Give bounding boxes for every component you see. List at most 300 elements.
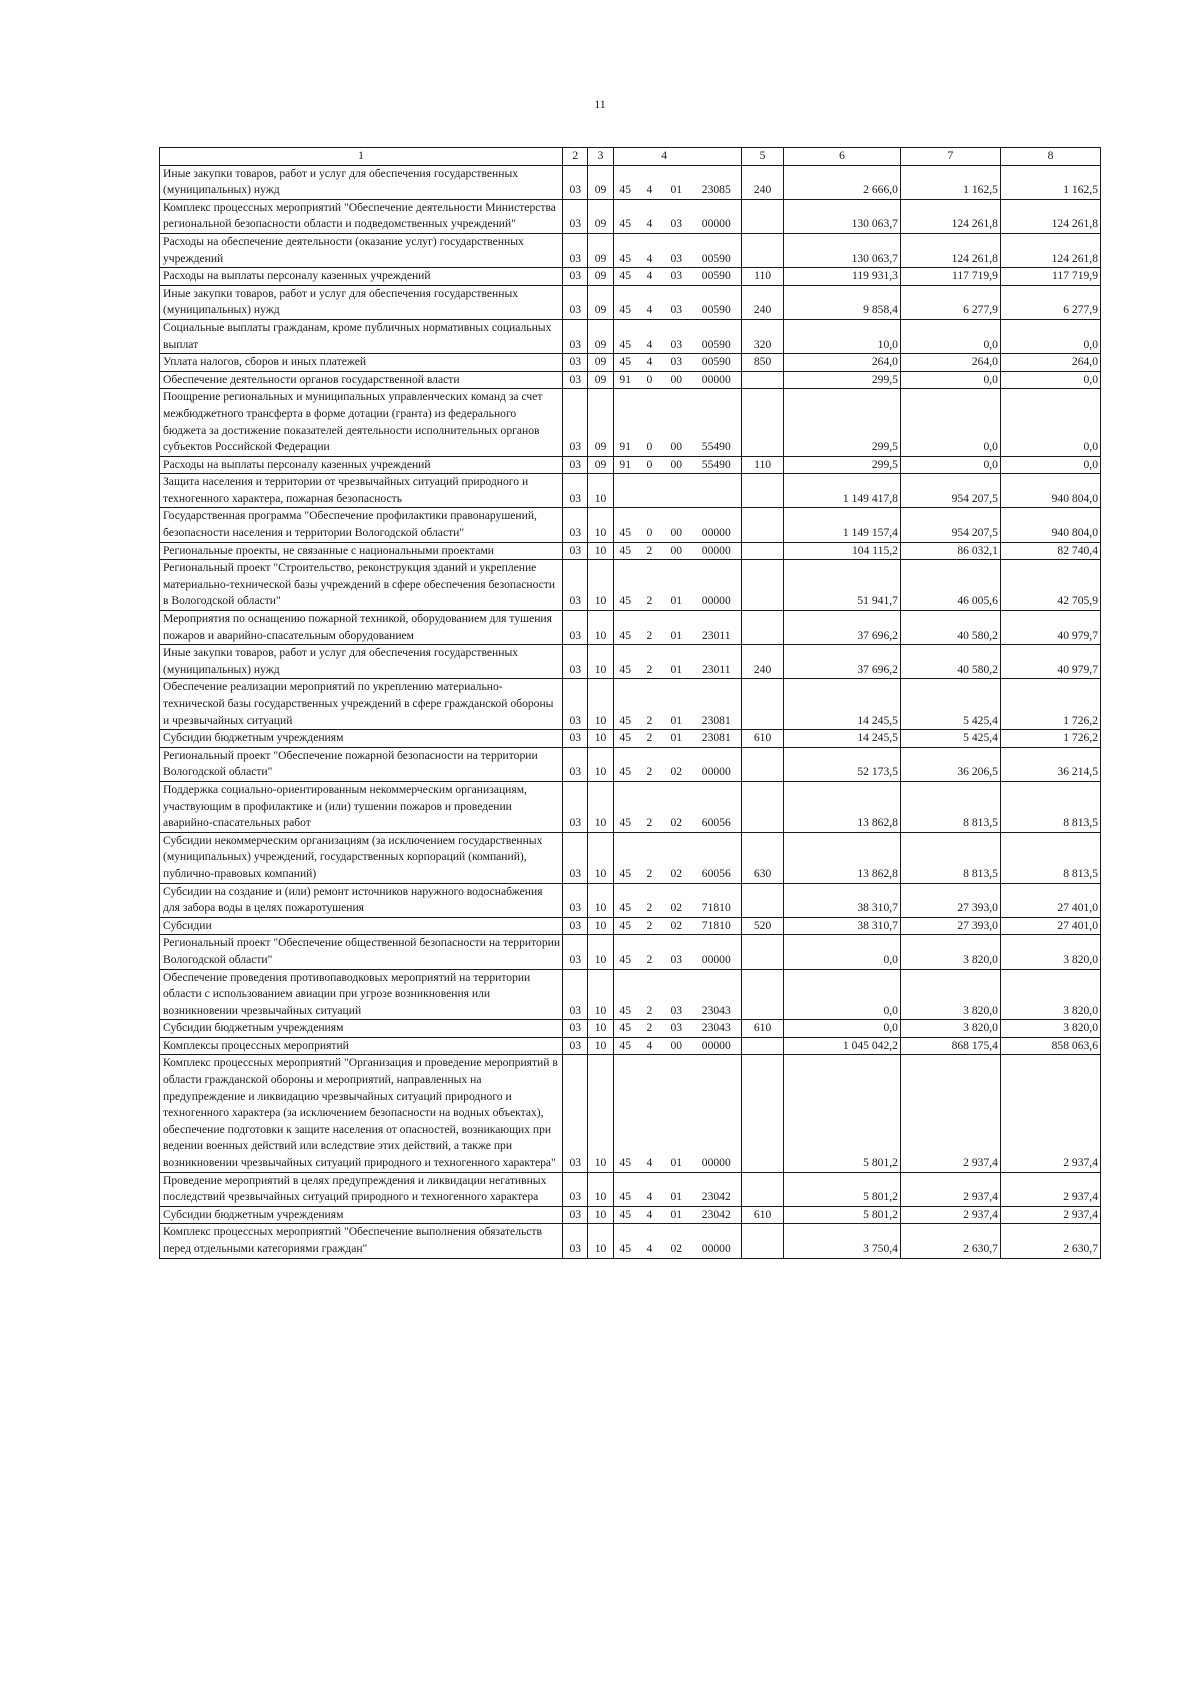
code-subsection: 10 <box>588 611 613 645</box>
code-program-type: 2 <box>637 645 661 679</box>
code-subsection: 09 <box>588 389 613 456</box>
code-expense-type: 520 <box>742 917 784 935</box>
amount-col-6: 13 862,8 <box>784 832 901 883</box>
amount-col-7: 40 580,2 <box>900 645 1000 679</box>
row-name: Региональные проекты, не связанные с национальными проектами <box>160 542 563 560</box>
amount-col-8: 3 820,0 <box>1000 969 1100 1020</box>
code-expense-type: 610 <box>742 1206 784 1224</box>
table-row <box>160 319 1101 353</box>
code-structural-element <box>662 474 691 508</box>
code-program-type: 0 <box>637 389 661 456</box>
code-direction: 23043 <box>691 969 742 1020</box>
amount-col-6: 14 245,5 <box>784 730 901 748</box>
amount-col-7: 27 393,0 <box>900 917 1000 935</box>
table-row <box>160 560 1101 611</box>
table-row <box>160 747 1101 781</box>
header-col-4a <box>613 148 637 166</box>
budget-table <box>159 147 1101 1259</box>
table-row <box>160 233 1101 267</box>
amount-col-8: 0,0 <box>1000 319 1100 353</box>
code-direction: 71810 <box>691 883 742 917</box>
amount-col-8: 124 261,8 <box>1000 199 1100 233</box>
code-expense-type: 850 <box>742 354 784 372</box>
code-program: 45 <box>613 285 637 319</box>
code-program-type: 4 <box>637 1037 661 1055</box>
code-subsection: 10 <box>588 542 613 560</box>
amount-col-8: 940 804,0 <box>1000 474 1100 508</box>
code-subsection: 10 <box>588 1206 613 1224</box>
code-program-type: 2 <box>637 679 661 730</box>
amount-col-7: 954 207,5 <box>900 508 1000 542</box>
amount-col-6: 13 862,8 <box>784 781 901 832</box>
code-direction: 00590 <box>691 319 742 353</box>
row-name: Иные закупки товаров, работ и услуг для обеспечения государственных (муниципальных) нужд <box>160 285 563 319</box>
amount-col-8: 1 726,2 <box>1000 679 1100 730</box>
amount-col-7: 0,0 <box>900 319 1000 353</box>
code-direction: 23011 <box>691 611 742 645</box>
amount-col-8: 40 979,7 <box>1000 611 1100 645</box>
code-program-type: 2 <box>637 832 661 883</box>
row-name: Иные закупки товаров, работ и услуг для обеспечения государственных (муниципальных) нужд <box>160 165 563 199</box>
code-subsection: 10 <box>588 645 613 679</box>
amount-col-7: 2 937,4 <box>900 1172 1000 1206</box>
amount-col-7: 0,0 <box>900 389 1000 456</box>
amount-col-8: 82 740,4 <box>1000 542 1100 560</box>
code-section: 03 <box>563 969 588 1020</box>
code-program-type: 2 <box>637 611 661 645</box>
code-section: 03 <box>563 268 588 286</box>
code-program: 45 <box>613 165 637 199</box>
amount-col-8: 2 937,4 <box>1000 1172 1100 1206</box>
code-expense-type <box>742 747 784 781</box>
code-subsection: 09 <box>588 319 613 353</box>
amount-col-7: 2 630,7 <box>900 1224 1000 1258</box>
code-section: 03 <box>563 1037 588 1055</box>
code-program: 45 <box>613 542 637 560</box>
amount-col-7: 868 175,4 <box>900 1037 1000 1055</box>
row-name: Поддержка социально-ориентированным некоммерческим организациям, участвующим в профилактике и (или) тушении пожаров и проведении аварийно-спасательных работ <box>160 781 563 832</box>
header-col-1: 1 <box>160 148 563 166</box>
amount-col-8: 117 719,9 <box>1000 268 1100 286</box>
code-structural-element: 01 <box>662 165 691 199</box>
row-name: Субсидии бюджетным учреждениям <box>160 1020 563 1038</box>
code-expense-type: 610 <box>742 1020 784 1038</box>
code-program: 91 <box>613 389 637 456</box>
code-direction: 00000 <box>691 1037 742 1055</box>
amount-col-7: 3 820,0 <box>900 969 1000 1020</box>
code-direction: 23081 <box>691 730 742 748</box>
code-direction: 55490 <box>691 456 742 474</box>
amount-col-6: 1 149 417,8 <box>784 474 901 508</box>
amount-col-8: 0,0 <box>1000 456 1100 474</box>
code-program-type: 4 <box>637 1172 661 1206</box>
code-section: 03 <box>563 542 588 560</box>
row-name: Уплата налогов, сборов и иных платежей <box>160 354 563 372</box>
code-section: 03 <box>563 935 588 969</box>
amount-col-8: 858 063,6 <box>1000 1037 1100 1055</box>
code-subsection: 10 <box>588 917 613 935</box>
page-number: 11 <box>594 97 606 111</box>
code-expense-type <box>742 508 784 542</box>
code-structural-element: 01 <box>662 1055 691 1172</box>
code-section: 03 <box>563 679 588 730</box>
code-structural-element: 02 <box>662 1224 691 1258</box>
code-program-type: 4 <box>637 1055 661 1172</box>
code-subsection: 10 <box>588 781 613 832</box>
code-direction: 60056 <box>691 781 742 832</box>
code-program: 45 <box>613 832 637 883</box>
amount-col-7: 27 393,0 <box>900 883 1000 917</box>
amount-col-6: 10,0 <box>784 319 901 353</box>
table-row <box>160 883 1101 917</box>
amount-col-7: 2 937,4 <box>900 1055 1000 1172</box>
row-name: Комплекс процессных мероприятий "Организация и проведение мероприятий в области гражданской обороны и мероприятий, направленных на предупреждение и ликвидацию чрезвычайных ситуаций природного и техногенного характера (за исключением безопасности на водных объектах), обеспечение подготовки к защите населения от опасностей, возникающих при ведении военных действий или вследствие этих действий, а также при возникновении чрезвычайных ситуаций природного и техногенного характера" <box>160 1055 563 1172</box>
code-direction: 00590 <box>691 233 742 267</box>
amount-col-7: 46 005,6 <box>900 560 1000 611</box>
code-expense-type <box>742 1224 784 1258</box>
code-expense-type: 610 <box>742 730 784 748</box>
row-name: Субсидии <box>160 917 563 935</box>
row-name: Поощрение региональных и муниципальных управленческих команд за счет межбюджетного трансферта в форме дотации (гранта) из федерального бюджета за достижение показателей деятельности исполнительных органов субъектов Российской Федерации <box>160 389 563 456</box>
code-program: 45 <box>613 935 637 969</box>
table-row <box>160 542 1101 560</box>
code-section: 03 <box>563 354 588 372</box>
code-section: 03 <box>563 917 588 935</box>
code-direction: 00590 <box>691 285 742 319</box>
header-col-8: 8 <box>1000 148 1100 166</box>
code-expense-type: 110 <box>742 456 784 474</box>
code-expense-type <box>742 199 784 233</box>
code-subsection: 10 <box>588 935 613 969</box>
amount-col-8: 3 820,0 <box>1000 1020 1100 1038</box>
code-structural-element: 01 <box>662 730 691 748</box>
amount-col-8: 264,0 <box>1000 354 1100 372</box>
amount-col-6: 2 666,0 <box>784 165 901 199</box>
code-program: 91 <box>613 371 637 389</box>
amount-col-6: 14 245,5 <box>784 679 901 730</box>
header-col-5: 5 <box>742 148 784 166</box>
code-section: 03 <box>563 1020 588 1038</box>
code-structural-element: 01 <box>662 611 691 645</box>
table-row <box>160 199 1101 233</box>
code-program-type: 2 <box>637 560 661 611</box>
code-expense-type: 240 <box>742 645 784 679</box>
code-program-type: 4 <box>637 354 661 372</box>
amount-col-6: 51 941,7 <box>784 560 901 611</box>
code-structural-element: 03 <box>662 199 691 233</box>
amount-col-6: 5 801,2 <box>784 1172 901 1206</box>
code-subsection: 10 <box>588 1037 613 1055</box>
row-name: Региональный проект "Строительство, реконструкция зданий и укрепление материально-технической базы учреждений в сфере обеспечения безопасности в Вологодской области" <box>160 560 563 611</box>
amount-col-8: 124 261,8 <box>1000 233 1100 267</box>
table-row <box>160 1206 1101 1224</box>
code-subsection: 09 <box>588 268 613 286</box>
code-structural-element: 01 <box>662 560 691 611</box>
code-program: 45 <box>613 199 637 233</box>
row-name: Обеспечение реализации мероприятий по укреплению материально-технической базы государственных учреждений в сфере гражданской обороны и чрезвычайных ситуаций <box>160 679 563 730</box>
code-section: 03 <box>563 730 588 748</box>
code-subsection: 09 <box>588 285 613 319</box>
code-expense-type <box>742 679 784 730</box>
header-col-7: 7 <box>900 148 1000 166</box>
amount-col-7: 954 207,5 <box>900 474 1000 508</box>
code-expense-type <box>742 969 784 1020</box>
code-program-type: 0 <box>637 456 661 474</box>
code-section: 03 <box>563 883 588 917</box>
code-program <box>613 474 637 508</box>
code-program-type: 0 <box>637 371 661 389</box>
code-program: 45 <box>613 679 637 730</box>
code-program: 45 <box>613 319 637 353</box>
code-section: 03 <box>563 560 588 611</box>
code-structural-element: 03 <box>662 969 691 1020</box>
row-name: Государственная программа "Обеспечение профилактики правонарушений, безопасности населения и территории Вологодской области" <box>160 508 563 542</box>
code-structural-element: 01 <box>662 1172 691 1206</box>
code-expense-type <box>742 371 784 389</box>
code-structural-element: 02 <box>662 747 691 781</box>
amount-col-8: 940 804,0 <box>1000 508 1100 542</box>
row-name: Субсидии на создание и (или) ремонт источников наружного водоснабжения для забора воды в целях пожаротушения <box>160 883 563 917</box>
amount-col-6: 1 149 157,4 <box>784 508 901 542</box>
table-row <box>160 935 1101 969</box>
code-structural-element: 03 <box>662 935 691 969</box>
code-program: 45 <box>613 1037 637 1055</box>
code-structural-element: 03 <box>662 285 691 319</box>
amount-col-7: 8 813,5 <box>900 781 1000 832</box>
row-name: Субсидии некоммерческим организациям (за исключением государственных (муниципальных) учреждений, государственных корпораций (компаний), публично-правовых компаний) <box>160 832 563 883</box>
amount-col-6: 3 750,4 <box>784 1224 901 1258</box>
amount-col-7: 1 162,5 <box>900 165 1000 199</box>
code-section: 03 <box>563 199 588 233</box>
code-section: 03 <box>563 165 588 199</box>
code-direction: 71810 <box>691 917 742 935</box>
code-structural-element: 03 <box>662 319 691 353</box>
code-direction: 23085 <box>691 165 742 199</box>
amount-col-7: 6 277,9 <box>900 285 1000 319</box>
code-structural-element: 00 <box>662 508 691 542</box>
code-section: 03 <box>563 1224 588 1258</box>
code-program: 91 <box>613 456 637 474</box>
code-section: 03 <box>563 1206 588 1224</box>
code-subsection: 10 <box>588 1172 613 1206</box>
amount-col-6: 38 310,7 <box>784 917 901 935</box>
code-structural-element: 02 <box>662 781 691 832</box>
code-subsection: 09 <box>588 165 613 199</box>
table-body <box>160 165 1101 1258</box>
amount-col-6: 9 858,4 <box>784 285 901 319</box>
code-direction: 00590 <box>691 354 742 372</box>
table-row <box>160 474 1101 508</box>
amount-col-6: 130 063,7 <box>784 233 901 267</box>
code-direction: 00000 <box>691 747 742 781</box>
row-name: Региональный проект "Обеспечение пожарной безопасности на территории Вологодской области" <box>160 747 563 781</box>
code-expense-type <box>742 474 784 508</box>
code-structural-element: 03 <box>662 1020 691 1038</box>
code-expense-type <box>742 935 784 969</box>
code-section: 03 <box>563 456 588 474</box>
code-subsection: 09 <box>588 233 613 267</box>
table-row <box>160 508 1101 542</box>
amount-col-7: 117 719,9 <box>900 268 1000 286</box>
code-structural-element: 02 <box>662 832 691 883</box>
amount-col-6: 5 801,2 <box>784 1055 901 1172</box>
code-section: 03 <box>563 474 588 508</box>
code-subsection: 10 <box>588 1055 613 1172</box>
code-structural-element: 00 <box>662 456 691 474</box>
code-subsection: 09 <box>588 199 613 233</box>
amount-col-8: 2 937,4 <box>1000 1206 1100 1224</box>
header-col-4d <box>691 148 742 166</box>
code-structural-element: 01 <box>662 645 691 679</box>
code-program: 45 <box>613 883 637 917</box>
code-direction: 00000 <box>691 935 742 969</box>
header-col-3: 3 <box>588 148 613 166</box>
amount-col-8: 8 813,5 <box>1000 832 1100 883</box>
code-expense-type: 240 <box>742 165 784 199</box>
amount-col-8: 2 630,7 <box>1000 1224 1100 1258</box>
row-name: Субсидии бюджетным учреждениям <box>160 730 563 748</box>
row-name: Региональный проект "Обеспечение общественной безопасности на территории Вологодской области" <box>160 935 563 969</box>
amount-col-8: 42 705,9 <box>1000 560 1100 611</box>
code-program: 45 <box>613 1020 637 1038</box>
amount-col-6: 0,0 <box>784 969 901 1020</box>
header-col-6: 6 <box>784 148 901 166</box>
code-direction: 55490 <box>691 389 742 456</box>
code-program-type: 2 <box>637 730 661 748</box>
code-direction: 00000 <box>691 542 742 560</box>
code-expense-type <box>742 781 784 832</box>
code-expense-type <box>742 560 784 611</box>
code-expense-type <box>742 611 784 645</box>
table-row <box>160 354 1101 372</box>
amount-col-8: 27 401,0 <box>1000 917 1100 935</box>
code-section: 03 <box>563 611 588 645</box>
code-expense-type: 240 <box>742 285 784 319</box>
code-program-type: 4 <box>637 319 661 353</box>
code-program-type: 2 <box>637 883 661 917</box>
code-program-type: 4 <box>637 1206 661 1224</box>
row-name: Расходы на обеспечение деятельности (оказание услуг) государственных учреждений <box>160 233 563 267</box>
table-row <box>160 1020 1101 1038</box>
code-program: 45 <box>613 1224 637 1258</box>
code-expense-type <box>742 389 784 456</box>
amount-col-8: 27 401,0 <box>1000 883 1100 917</box>
table-row <box>160 165 1101 199</box>
code-subsection: 10 <box>588 1020 613 1038</box>
amount-col-7: 0,0 <box>900 371 1000 389</box>
table-row <box>160 969 1101 1020</box>
amount-col-6: 37 696,2 <box>784 645 901 679</box>
code-subsection: 10 <box>588 474 613 508</box>
code-subsection: 10 <box>588 969 613 1020</box>
code-direction: 23042 <box>691 1172 742 1206</box>
table-row <box>160 285 1101 319</box>
table-row <box>160 832 1101 883</box>
code-subsection: 09 <box>588 354 613 372</box>
code-program-type: 4 <box>637 285 661 319</box>
code-program-type: 4 <box>637 233 661 267</box>
code-expense-type: 110 <box>742 268 784 286</box>
amount-col-8: 1 726,2 <box>1000 730 1100 748</box>
table-row <box>160 268 1101 286</box>
code-program-type: 2 <box>637 935 661 969</box>
code-direction: 23043 <box>691 1020 742 1038</box>
amount-col-6: 299,5 <box>784 456 901 474</box>
code-program: 45 <box>613 560 637 611</box>
code-structural-element: 03 <box>662 233 691 267</box>
code-section: 03 <box>563 233 588 267</box>
amount-col-6: 0,0 <box>784 1020 901 1038</box>
row-name: Иные закупки товаров, работ и услуг для обеспечения государственных (муниципальных) нужд <box>160 645 563 679</box>
amount-col-8: 0,0 <box>1000 389 1100 456</box>
amount-col-7: 124 261,8 <box>900 199 1000 233</box>
code-program-type: 4 <box>637 268 661 286</box>
code-subsection: 10 <box>588 883 613 917</box>
row-name: Защита населения и территории от чрезвычайных ситуаций природного и техногенного характера, пожарная безопасность <box>160 474 563 508</box>
row-name: Субсидии бюджетным учреждениям <box>160 1206 563 1224</box>
code-expense-type: 320 <box>742 319 784 353</box>
table-row <box>160 730 1101 748</box>
amount-col-6: 119 931,3 <box>784 268 901 286</box>
code-program: 45 <box>613 1206 637 1224</box>
code-section: 03 <box>563 832 588 883</box>
code-program: 45 <box>613 233 637 267</box>
code-structural-element: 00 <box>662 371 691 389</box>
code-direction: 23081 <box>691 679 742 730</box>
amount-col-6: 0,0 <box>784 935 901 969</box>
code-structural-element: 02 <box>662 917 691 935</box>
row-name: Социальные выплаты гражданам, кроме публичных нормативных социальных выплат <box>160 319 563 353</box>
row-name: Расходы на выплаты персоналу казенных учреждений <box>160 268 563 286</box>
code-program-type: 4 <box>637 199 661 233</box>
code-direction: 00000 <box>691 1224 742 1258</box>
code-program: 45 <box>613 1055 637 1172</box>
amount-col-7: 5 425,4 <box>900 730 1000 748</box>
header-row <box>160 148 1101 166</box>
code-structural-element: 02 <box>662 883 691 917</box>
amount-col-7: 3 820,0 <box>900 935 1000 969</box>
table-row <box>160 781 1101 832</box>
amount-col-6: 299,5 <box>784 389 901 456</box>
amount-col-8: 6 277,9 <box>1000 285 1100 319</box>
code-program-type: 2 <box>637 1020 661 1038</box>
code-direction: 00000 <box>691 508 742 542</box>
code-section: 03 <box>563 645 588 679</box>
table-row <box>160 645 1101 679</box>
amount-col-7: 264,0 <box>900 354 1000 372</box>
code-direction: 23042 <box>691 1206 742 1224</box>
code-expense-type <box>742 1055 784 1172</box>
code-subsection: 10 <box>588 1224 613 1258</box>
amount-col-8: 36 214,5 <box>1000 747 1100 781</box>
code-program: 45 <box>613 781 637 832</box>
code-section: 03 <box>563 1055 588 1172</box>
amount-col-6: 1 045 042,2 <box>784 1037 901 1055</box>
code-section: 03 <box>563 285 588 319</box>
amount-col-7: 3 820,0 <box>900 1020 1000 1038</box>
code-structural-element: 00 <box>662 389 691 456</box>
code-section: 03 <box>563 1172 588 1206</box>
code-program-type <box>637 474 661 508</box>
code-subsection: 10 <box>588 747 613 781</box>
code-expense-type <box>742 1037 784 1055</box>
amount-col-6: 264,0 <box>784 354 901 372</box>
code-expense-type <box>742 1172 784 1206</box>
code-program: 45 <box>613 611 637 645</box>
row-name: Обеспечение проведения противопаводковых мероприятий на территории области с использованием авиации при угрозе возникновения или возникновении чрезвычайных ситуаций <box>160 969 563 1020</box>
row-name: Расходы на выплаты персоналу казенных учреждений <box>160 456 563 474</box>
code-program: 45 <box>613 268 637 286</box>
